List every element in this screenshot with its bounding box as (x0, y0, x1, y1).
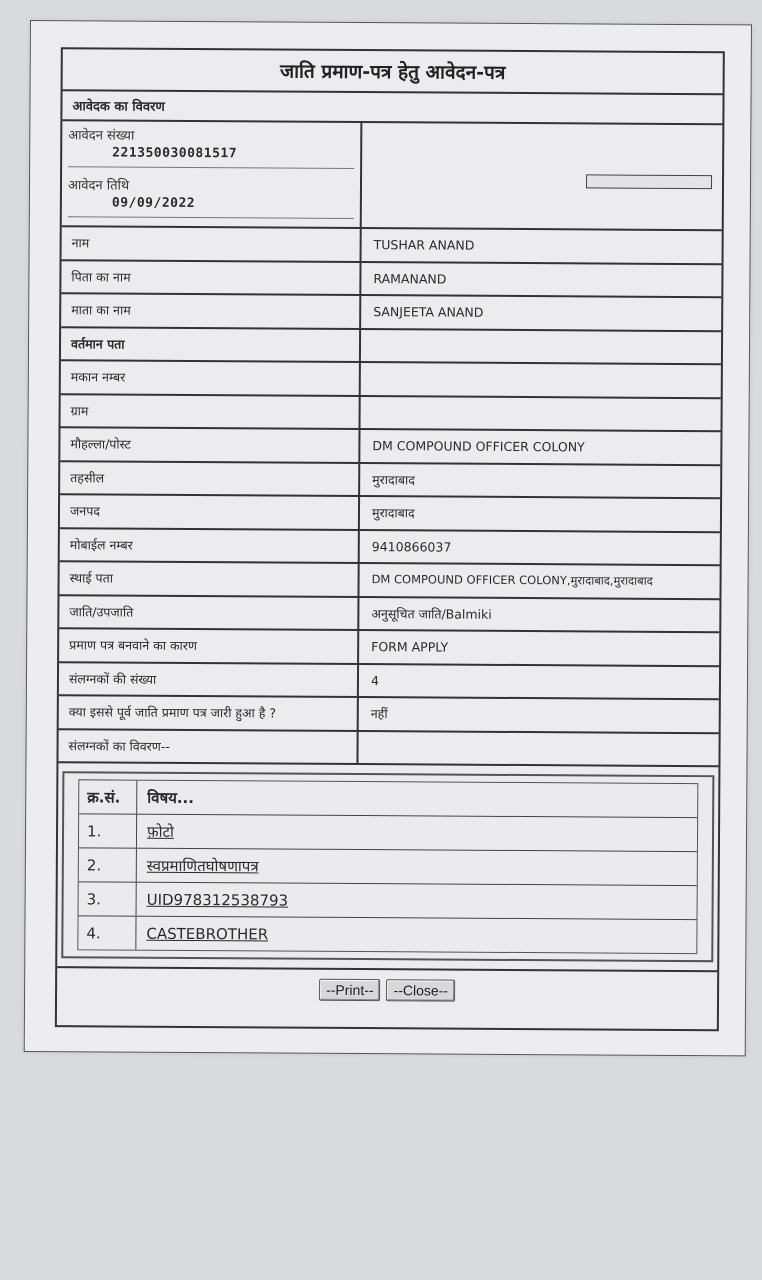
row-value: मुरादाबाद (371, 505, 415, 521)
row-value: DM COMPOUND OFFICER COLONY,मुरादाबाद,मुरादाबाद (371, 572, 653, 589)
row-value: RAMANAND (373, 270, 447, 287)
table-row (78, 916, 696, 953)
serial-number: 3. (79, 882, 137, 915)
row-label: ग्राम (61, 395, 361, 428)
table-row (79, 814, 697, 852)
caste-certificate-form (55, 47, 725, 1031)
divider (68, 166, 354, 169)
row-label: मकान नम्बर (61, 361, 361, 394)
row-label: क्या इससे पूर्व जाति प्रमाण पत्र जारी हुआ है ? (59, 696, 359, 729)
attachments-header-row (79, 780, 697, 818)
row-father-name (61, 261, 721, 299)
row-label: संलग्नकों की संख्या (59, 663, 359, 696)
attachment-link[interactable]: स्वप्रमाणितघोषणापत्र (146, 856, 259, 875)
row-value: SANJEETA ANAND (373, 304, 484, 321)
row-reason (59, 629, 719, 667)
row-value (361, 363, 721, 397)
row-previous-certificate (59, 696, 719, 734)
form-title: जाति प्रमाण-पत्र हेतु आवेदन-पत्र (63, 49, 723, 95)
row-permanent-address (59, 562, 719, 600)
row-current-address (61, 328, 721, 366)
row-house-number (61, 361, 721, 399)
footer-actions (57, 966, 717, 1012)
divider (68, 216, 354, 219)
row-attachment-details (58, 730, 718, 768)
row-tehsil (60, 462, 720, 500)
attachments-table-inner (77, 779, 698, 954)
row-value: अनुसूचित जाति/Balmiki (371, 605, 492, 622)
attachment-link[interactable]: UID978312538793 (146, 890, 289, 910)
row-label: तहसील (60, 462, 360, 495)
serial-number: 1. (79, 814, 137, 847)
row-caste-subcaste (59, 596, 719, 634)
row-label: पिता का नाम (61, 261, 361, 294)
table-row (79, 882, 697, 920)
application-number-label: आवेदन संख्या (68, 128, 135, 144)
header-serial-number: क्र.सं. (79, 780, 137, 813)
table-row (79, 848, 697, 886)
row-label: जनपद (60, 495, 360, 528)
blank-box (586, 174, 712, 189)
attachments-table (61, 771, 714, 962)
print-button[interactable]: --Print-- (319, 979, 381, 1001)
row-label: जाति/उपजाति (59, 596, 359, 629)
application-info-block (62, 121, 723, 231)
row-attachment-count (59, 663, 719, 701)
section-applicant-details: आवेदक का विवरण (62, 91, 722, 125)
row-value (358, 732, 718, 766)
row-value (361, 330, 721, 364)
serial-number: 2. (79, 848, 137, 881)
application-date-label: आवेदन तिथि (67, 178, 130, 194)
row-mother-name (61, 294, 721, 332)
row-label: मौहल्ला/पोस्ट (60, 428, 360, 461)
row-district (60, 495, 720, 533)
row-value: DM COMPOUND OFFICER COLONY (372, 438, 585, 455)
row-label: प्रमाण पत्र बनवाने का कारण (59, 629, 359, 662)
row-mobile-number (60, 529, 720, 567)
application-date: 09/09/2022 (111, 195, 196, 212)
row-value: मुरादाबाद (372, 471, 415, 488)
application-info-left (62, 121, 363, 227)
row-label: स्थाई पता (59, 562, 359, 595)
row-label: नाम (62, 227, 362, 260)
attachment-link[interactable]: फ़ोटो (146, 822, 175, 841)
details-rows (58, 227, 721, 767)
photo-area (362, 123, 723, 229)
row-village (61, 395, 721, 433)
paper-sheet (24, 20, 752, 1056)
row-locality-post (60, 428, 720, 466)
row-value: 9410866037 (371, 538, 452, 555)
row-label: संलग्नकों का विवरण-- (58, 730, 358, 763)
application-number: 221350030081517 (112, 145, 238, 162)
row-label: वर्तमान पता (61, 328, 361, 361)
serial-number: 4. (78, 916, 136, 949)
row-value (361, 397, 721, 431)
row-value: FORM APPLY (371, 639, 449, 655)
row-value: 4 (370, 672, 379, 688)
row-value: TUSHAR ANAND (373, 237, 475, 253)
close-button[interactable]: --Close-- (386, 979, 455, 1001)
row-value: नहीं (370, 706, 388, 722)
row-label: माता का नाम (61, 294, 361, 327)
header-subject: विषय... (147, 788, 195, 807)
attachment-link[interactable]: CASTEBROTHER (146, 924, 269, 943)
row-label: मोबाईल नम्बर (60, 529, 360, 562)
row-name (62, 227, 722, 265)
